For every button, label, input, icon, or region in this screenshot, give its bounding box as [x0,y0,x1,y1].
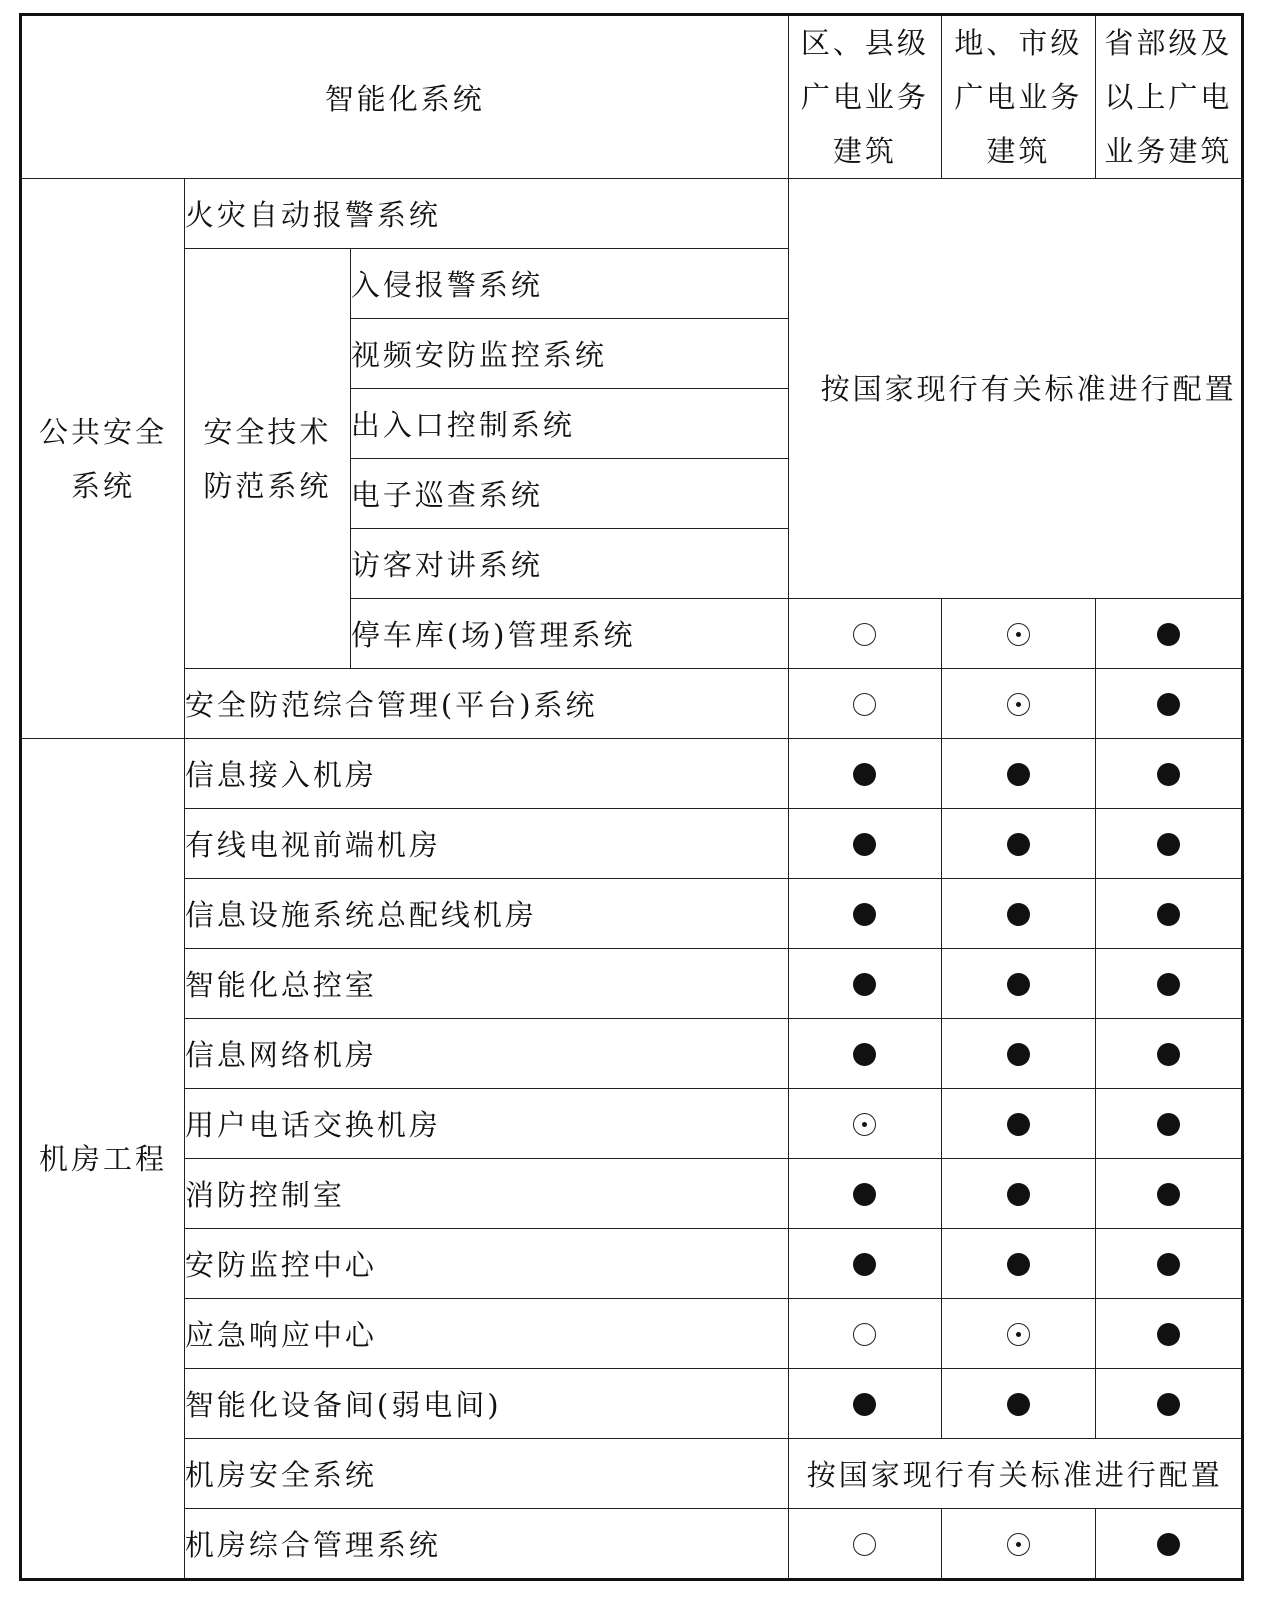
table-row [21,809,1243,879]
row-label: 有线电视前端机房 [184,809,788,879]
full-circle-icon [1157,763,1180,786]
header-row [21,15,1243,179]
header-district-county: 区、县级 广电业务 建筑 [788,15,942,179]
config-symbol [788,599,942,669]
row-label: 火灾自动报警系统 [184,179,788,249]
table-row [21,879,1243,949]
full-circle-icon [1157,903,1180,926]
row-label: 安防监控中心 [184,1229,788,1299]
config-symbol [788,1229,942,1299]
full-circle-icon [1157,833,1180,856]
config-symbol [942,809,1096,879]
full-circle-icon [853,903,876,926]
table-row [21,1509,1243,1580]
table-row [21,1299,1243,1369]
row-label: 智能化设备间(弱电间) [184,1369,788,1439]
full-circle-icon [1007,1393,1030,1416]
full-circle-icon [1007,973,1030,996]
table-row [21,1439,1243,1509]
full-circle-icon [1157,1533,1180,1556]
config-symbol [942,1299,1096,1369]
config-symbol [942,1019,1096,1089]
config-symbol [788,739,942,809]
note-per-standard-block: 按国家现行有关标准进行配置 [788,179,1242,599]
row-label: 电子巡查系统 [350,459,788,529]
full-circle-icon [1157,693,1180,716]
table-row [21,1369,1243,1439]
config-symbol [942,599,1096,669]
full-circle-icon [1157,1183,1180,1206]
config-symbol [788,1369,942,1439]
row-label: 访客对讲系统 [350,529,788,599]
row-label: 出入口控制系统 [350,389,788,459]
full-circle-icon [853,1183,876,1206]
config-symbol [1095,669,1242,739]
group-security-technology: 安全技术 防范系统 [184,249,350,669]
configuration-table [19,13,1244,1581]
config-symbol [788,1509,942,1580]
config-symbol [942,669,1096,739]
full-circle-icon [1157,623,1180,646]
config-symbol [788,879,942,949]
config-symbol [1095,1229,1242,1299]
config-symbol [942,1509,1096,1580]
full-circle-icon [853,1043,876,1066]
empty-circle-icon [853,1533,876,1556]
full-circle-icon [853,973,876,996]
header-province-ministry: 省部级及 以上广电 业务建筑 [1095,15,1242,179]
row-label: 信息网络机房 [184,1019,788,1089]
full-circle-icon [1157,1393,1180,1416]
config-symbol [942,1229,1096,1299]
config-symbol [1095,949,1242,1019]
row-label: 视频安防监控系统 [350,319,788,389]
config-symbol [1095,809,1242,879]
full-circle-icon [1007,763,1030,786]
config-symbol [788,1299,942,1369]
config-symbol [1095,1299,1242,1369]
table-row [21,1229,1243,1299]
full-circle-icon [1157,1043,1180,1066]
row-label: 机房综合管理系统 [184,1509,788,1580]
full-circle-icon [1157,1253,1180,1276]
config-symbol [1095,1509,1242,1580]
full-circle-icon [853,833,876,856]
empty-circle-icon [853,1323,876,1346]
table-row [21,739,1243,809]
full-circle-icon [1007,833,1030,856]
config-symbol [1095,739,1242,809]
config-symbol [788,809,942,879]
config-symbol [1095,599,1242,669]
row-label: 信息接入机房 [184,739,788,809]
center-circle-icon [1007,1323,1030,1346]
table-row [21,949,1243,1019]
config-symbol [1095,1369,1242,1439]
group-machine-room: 机房工程 [21,739,185,1580]
empty-circle-icon [853,693,876,716]
note-per-standard-row: 按国家现行有关标准进行配置 [788,1439,1242,1509]
config-symbol [942,739,1096,809]
table-row [21,1159,1243,1229]
header-system: 智能化系统 [21,15,789,179]
config-symbol [1095,1159,1242,1229]
row-label: 消防控制室 [184,1159,788,1229]
config-symbol [788,1159,942,1229]
full-circle-icon [1157,973,1180,996]
config-symbol [942,879,1096,949]
config-symbol [942,1159,1096,1229]
center-circle-icon [1007,1533,1030,1556]
full-circle-icon [1007,1253,1030,1276]
full-circle-icon [853,763,876,786]
config-symbol [942,1089,1096,1159]
row-label: 智能化总控室 [184,949,788,1019]
config-symbol [1095,879,1242,949]
config-symbol [1095,1089,1242,1159]
row-label: 入侵报警系统 [350,249,788,319]
config-symbol [942,1369,1096,1439]
table-row [21,1019,1243,1089]
config-symbol [788,1089,942,1159]
row-label: 用户电话交换机房 [184,1089,788,1159]
full-circle-icon [1007,1043,1030,1066]
config-symbol [788,1019,942,1089]
config-symbol [788,669,942,739]
config-symbol [1095,1019,1242,1089]
empty-circle-icon [853,623,876,646]
row-label: 安全防范综合管理(平台)系统 [184,669,788,739]
center-circle-icon [1007,623,1030,646]
group-public-safety: 公共安全 系统 [21,179,185,739]
full-circle-icon [1007,1183,1030,1206]
header-prefecture-city: 地、市级 广电业务 建筑 [942,15,1096,179]
row-label: 停车库(场)管理系统 [350,599,788,669]
full-circle-icon [853,1253,876,1276]
full-circle-icon [853,1393,876,1416]
table-row [21,669,1243,739]
center-circle-icon [853,1113,876,1136]
config-symbol [942,949,1096,1019]
row-label: 应急响应中心 [184,1299,788,1369]
config-symbol [788,949,942,1019]
full-circle-icon [1157,1323,1180,1346]
full-circle-icon [1007,1113,1030,1136]
table-row [21,179,1243,249]
full-circle-icon [1157,1113,1180,1136]
row-label: 机房安全系统 [184,1439,788,1509]
row-label: 信息设施系统总配线机房 [184,879,788,949]
center-circle-icon [1007,693,1030,716]
table-row [21,1089,1243,1159]
full-circle-icon [1007,903,1030,926]
